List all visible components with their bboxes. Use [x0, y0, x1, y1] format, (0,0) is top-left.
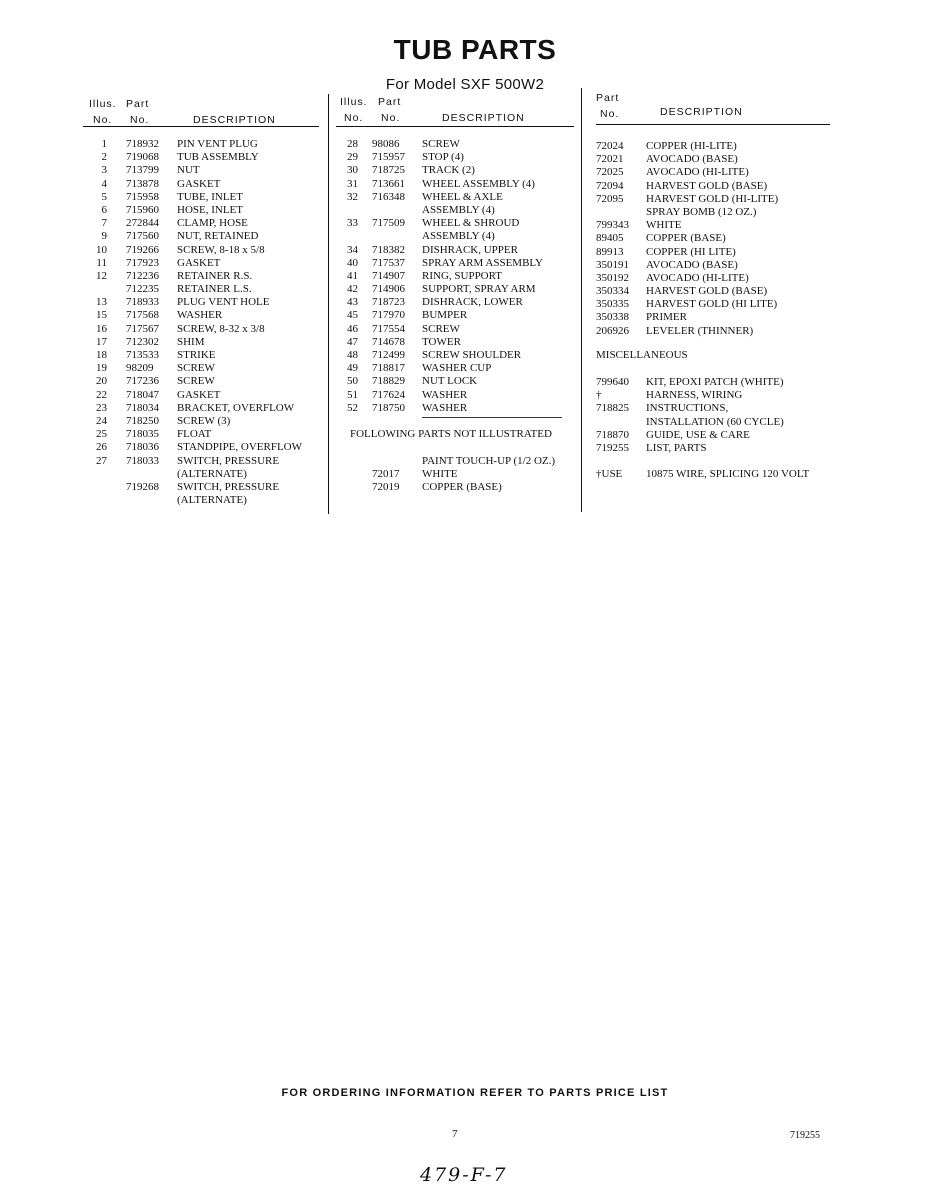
part-number: 350191 — [596, 258, 629, 271]
part-description: SCREW (3) — [177, 414, 231, 427]
illus-number: 30 — [347, 164, 358, 177]
table-row — [336, 362, 574, 375]
part-number: 350334 — [596, 285, 629, 298]
table-row — [596, 402, 830, 415]
part-description: HARVEST GOLD (HI LITE) — [646, 298, 778, 311]
illus-number: 11 — [96, 256, 107, 269]
part-description: KIT, EPOXI PATCH (WHITE) — [646, 376, 784, 388]
part-number: 715957 — [372, 151, 405, 164]
table-row — [596, 285, 830, 298]
table-row — [336, 178, 574, 191]
part-description: CLAMP, HOSE — [177, 217, 248, 230]
part-number: 717923 — [126, 256, 159, 269]
part-description: SPRAY ARM ASSEMBLY — [422, 256, 543, 269]
no-header: No. — [600, 108, 620, 120]
part-number: 714907 — [372, 269, 405, 282]
illus-number: 10 — [96, 243, 107, 256]
table-row — [83, 244, 319, 257]
part-description: GASKET — [177, 256, 221, 269]
part-description: HARVEST GOLD (BASE) — [646, 179, 768, 192]
table-row — [336, 230, 574, 243]
table-row — [83, 270, 319, 283]
table-row — [596, 259, 830, 272]
ordering-footer: FOR ORDERING INFORMATION REFER TO PARTS PRICE LIST — [281, 1087, 669, 1099]
part-number: 718933 — [126, 296, 159, 309]
part-number: 718870 — [596, 428, 629, 441]
part-description: (ALTERNATE) — [177, 494, 247, 507]
page-title: TUB PARTS — [393, 34, 557, 65]
table-row — [83, 415, 319, 428]
part-number: 718723 — [372, 296, 405, 309]
table-row — [83, 283, 319, 296]
part-number: 717537 — [372, 256, 405, 269]
part-number: 718034 — [126, 401, 159, 414]
illus-number: 7 — [101, 217, 107, 230]
part-description: AVOCADO (BASE) — [646, 153, 738, 166]
illus-number: 1 — [101, 138, 107, 150]
table-row — [336, 204, 574, 217]
part-description: DISHRACK, LOWER — [422, 296, 523, 309]
part-description: AVOCADO (BASE) — [646, 258, 738, 271]
table-row — [596, 272, 830, 285]
section-separator — [422, 417, 562, 418]
illus-number: 3 — [101, 164, 107, 177]
part-description: LEVELER (THINNER) — [646, 324, 754, 337]
use-note-description: 10875 WIRE, SPLICING 120 VOLT — [646, 468, 810, 480]
part-number: 718382 — [372, 243, 405, 256]
table-row — [596, 206, 830, 219]
column-3-rows — [596, 140, 830, 338]
description-header: DESCRIPTION — [442, 112, 525, 124]
part-number: 717236 — [126, 375, 159, 388]
table-row — [83, 257, 319, 270]
part-number: 712302 — [126, 335, 159, 348]
part-description: PRIMER — [646, 311, 687, 324]
part-number: 350335 — [596, 298, 629, 311]
part-description: RETAINER R.S. — [177, 269, 253, 282]
part-number: 98086 — [372, 138, 400, 150]
part-number: 89913 — [596, 245, 624, 258]
illus-number: 27 — [96, 454, 107, 467]
table-row — [596, 246, 830, 259]
table-row — [336, 270, 574, 283]
column-divider — [328, 94, 329, 514]
part-description: (ALTERNATE) — [177, 467, 247, 480]
table-row — [83, 204, 319, 217]
part-number: 717624 — [372, 388, 405, 401]
table-row — [336, 389, 574, 402]
part-description: SCREW — [177, 375, 215, 388]
illus-number: 13 — [96, 296, 107, 309]
part-description: HARNESS, WIRING — [646, 389, 743, 402]
no-header: No. — [344, 112, 364, 124]
table-row — [596, 442, 830, 455]
part-description: ASSEMBLY (4) — [422, 203, 495, 216]
table-row — [336, 349, 574, 362]
part-number: 72021 — [596, 153, 624, 166]
part-description: TUBE, INLET — [177, 190, 243, 203]
table-row — [83, 230, 319, 243]
part-description: SCREW — [422, 322, 460, 335]
part-number: 718250 — [126, 414, 159, 427]
table-row — [596, 193, 830, 206]
illus-number: 46 — [347, 322, 358, 335]
table-row — [596, 311, 830, 324]
miscellaneous-heading: MISCELLANEOUS — [596, 349, 688, 361]
header-rule — [596, 124, 830, 125]
table-row — [83, 296, 319, 309]
table-row — [83, 455, 319, 468]
part-number: 799640 — [596, 376, 629, 388]
column-3-header — [596, 90, 830, 126]
part-description: SCREW, 8-18 x 5/8 — [177, 243, 265, 256]
part-number: 350192 — [596, 271, 629, 284]
part-description: RETAINER L.S. — [177, 283, 252, 296]
part-description: PIN VENT PLUG — [177, 138, 258, 150]
part-number: 718036 — [126, 441, 159, 454]
part-description: RING, SUPPORT — [422, 269, 503, 282]
part-description: FLOAT — [177, 428, 212, 441]
part-number: 712236 — [126, 269, 159, 282]
table-row — [596, 298, 830, 311]
part-description: NUT LOCK — [422, 375, 478, 388]
part-number: 72019 — [372, 481, 400, 494]
illus-number: 19 — [96, 362, 107, 375]
part-number: 72025 — [596, 166, 624, 179]
column-1-header — [83, 92, 319, 128]
document-number: 719255 — [790, 1130, 820, 1141]
part-number: 89405 — [596, 232, 624, 245]
table-row — [336, 336, 574, 349]
part-number: 718035 — [126, 428, 159, 441]
part-description: INSTRUCTIONS, — [646, 402, 729, 415]
part-number: 717560 — [126, 230, 159, 243]
part-number: 716348 — [372, 190, 405, 203]
part-description: SCREW, 8-32 x 3/8 — [177, 322, 265, 335]
parts-column-2 — [336, 92, 574, 494]
illus-number: 49 — [347, 362, 358, 375]
table-row — [596, 416, 830, 429]
part-number: 712235 — [126, 283, 159, 296]
part-description: HARVEST GOLD (HI-LITE) — [646, 192, 779, 205]
table-row — [336, 323, 574, 336]
part-number: 206926 — [596, 324, 629, 337]
table-row — [83, 309, 319, 322]
part-description: WASHER — [422, 401, 468, 414]
use-note-part: †USE — [596, 468, 623, 480]
part-description: LIST, PARTS — [646, 441, 707, 454]
table-row — [596, 153, 830, 166]
part-description: STANDPIPE, OVERFLOW — [177, 441, 303, 454]
no-header: No. — [130, 114, 150, 126]
table-row — [336, 402, 574, 415]
illus-number: 23 — [96, 401, 107, 414]
part-description: WASHER CUP — [422, 362, 492, 375]
table-row — [336, 257, 574, 270]
part-number: 72017 — [372, 468, 400, 480]
part-number: 715958 — [126, 190, 159, 203]
part-description: SHIM — [177, 335, 205, 348]
part-description: GUIDE, USE & CARE — [646, 428, 750, 441]
illus-number: 50 — [347, 375, 358, 388]
use-note — [596, 468, 830, 481]
not-illustrated-notice: FOLLOWING PARTS NOT ILLUSTRATED — [350, 428, 552, 440]
table-row — [336, 468, 574, 481]
part-header: Part — [596, 92, 620, 104]
part-description: STRIKE — [177, 349, 216, 361]
part-description: COPPER (BASE) — [646, 232, 726, 245]
model-subtitle: For Model SXF 500W2 — [385, 76, 545, 93]
part-number: 714678 — [372, 335, 405, 348]
table-row — [83, 164, 319, 177]
table-row — [336, 191, 574, 204]
illus-header: Illus. — [89, 98, 117, 110]
illus-number: 33 — [347, 217, 358, 230]
part-description: AVOCADO (HI-LITE) — [646, 271, 749, 284]
part-description: WHEEL & AXLE — [422, 190, 503, 203]
part-description: SWITCH, PRESSURE — [177, 480, 280, 493]
table-row — [83, 217, 319, 230]
part-header: Part — [378, 96, 402, 108]
illus-number: 12 — [96, 269, 107, 282]
part-number: 713799 — [126, 164, 159, 177]
table-row — [336, 375, 574, 388]
part-description: WASHER — [177, 309, 223, 322]
part-description: WHITE — [422, 468, 458, 480]
table-row — [336, 481, 574, 494]
part-description: DISHRACK, UPPER — [422, 243, 518, 256]
no-header: No. — [93, 114, 113, 126]
table-row — [596, 376, 830, 389]
table-row — [596, 325, 830, 338]
part-number: 272844 — [126, 217, 159, 230]
part-number: 72094 — [596, 179, 624, 192]
column-2-rows — [336, 138, 574, 415]
part-description: COPPER (HI LITE) — [646, 245, 736, 258]
table-row — [336, 309, 574, 322]
part-description: TRACK (2) — [422, 164, 475, 177]
part-description: HOSE, INLET — [177, 203, 243, 216]
table-row — [336, 296, 574, 309]
table-row — [83, 375, 319, 388]
part-number: 713533 — [126, 349, 159, 361]
part-number: 719255 — [596, 441, 629, 454]
part-number: 715960 — [126, 203, 159, 216]
table-row — [336, 151, 574, 164]
part-number: 718825 — [596, 402, 629, 415]
part-header: Part — [126, 98, 150, 110]
part-number: 799343 — [596, 219, 629, 232]
table-row — [83, 362, 319, 375]
part-description: SWITCH, PRESSURE — [177, 454, 280, 467]
table-row — [596, 232, 830, 245]
part-number: 72095 — [596, 192, 624, 205]
part-number: 713878 — [126, 177, 159, 190]
illus-number: 9 — [101, 230, 107, 243]
table-row — [83, 468, 319, 481]
part-description: INSTALLATION (60 CYCLE) — [646, 415, 784, 428]
column-1-rows — [83, 138, 319, 507]
miscellaneous-rows — [596, 376, 830, 455]
illus-number: 28 — [347, 138, 358, 150]
part-description: BUMPER — [422, 309, 468, 322]
header-rule — [336, 126, 574, 127]
part-number: 717567 — [126, 322, 159, 335]
part-number: 98209 — [126, 362, 154, 375]
part-description: NUT, RETAINED — [177, 230, 259, 243]
table-row — [336, 138, 574, 151]
illus-number: 25 — [96, 428, 107, 441]
table-row — [83, 323, 319, 336]
illus-number: 20 — [96, 375, 107, 388]
part-description: ASSEMBLY (4) — [422, 230, 495, 243]
table-row — [83, 389, 319, 402]
table-row — [83, 151, 319, 164]
table-row — [83, 428, 319, 441]
illus-number: 6 — [101, 203, 107, 216]
table-row — [83, 441, 319, 454]
part-number: 72024 — [596, 140, 624, 152]
part-number: 718817 — [372, 362, 405, 375]
table-row — [83, 191, 319, 204]
column-divider — [581, 88, 582, 512]
description-header: DESCRIPTION — [660, 106, 743, 118]
part-number: 718750 — [372, 401, 405, 414]
part-number: 717509 — [372, 217, 405, 230]
table-row — [596, 429, 830, 442]
table-row — [83, 138, 319, 151]
part-number: 712499 — [372, 349, 405, 361]
table-row — [83, 178, 319, 191]
illus-number: 22 — [96, 388, 107, 401]
part-description: WHITE — [646, 219, 682, 232]
column-2-header — [336, 92, 574, 128]
part-description: GASKET — [177, 177, 221, 190]
part-number: 717970 — [372, 309, 405, 322]
part-description: STOP (4) — [422, 151, 464, 164]
illus-number: 2 — [101, 151, 107, 164]
table-row — [596, 180, 830, 193]
parts-column-1 — [83, 92, 319, 507]
illus-number: 4 — [101, 177, 107, 190]
illus-number: 42 — [347, 283, 358, 296]
part-description: SCREW — [422, 138, 460, 150]
part-description: COPPER (BASE) — [422, 481, 502, 494]
description-header: DESCRIPTION — [193, 114, 276, 126]
part-number: 718725 — [372, 164, 405, 177]
part-number: 718932 — [126, 138, 159, 150]
part-description: PLUG VENT HOLE — [177, 296, 270, 309]
illus-number: 24 — [96, 414, 107, 427]
illus-number: 16 — [96, 322, 107, 335]
part-number: 714906 — [372, 283, 405, 296]
illus-number: 51 — [347, 388, 358, 401]
illus-number: 41 — [347, 269, 358, 282]
part-description: NUT — [177, 164, 200, 177]
part-number: 713661 — [372, 177, 405, 190]
illus-number: 15 — [96, 309, 107, 322]
illus-number: 17 — [96, 335, 107, 348]
part-description: COPPER (HI-LITE) — [646, 140, 737, 152]
table-row — [596, 219, 830, 232]
table-row — [596, 140, 830, 153]
illus-number: 40 — [347, 256, 358, 269]
parts-column-3 — [596, 90, 830, 480]
part-description: WHEEL & SHROUD — [422, 217, 520, 230]
no-header: No. — [381, 112, 401, 124]
table-row — [83, 402, 319, 415]
illus-number: 29 — [347, 151, 358, 164]
handwritten-note: 479-F-7 — [420, 1164, 508, 1186]
illus-number: 47 — [347, 335, 358, 348]
part-number: 719266 — [126, 243, 159, 256]
illus-number: 18 — [96, 349, 107, 361]
part-description: SCREW SHOULDER — [422, 349, 522, 361]
illus-number: 34 — [347, 243, 358, 256]
part-description: SUPPORT, SPRAY ARM — [422, 283, 536, 296]
part-number: 718033 — [126, 454, 159, 467]
illus-number: 31 — [347, 177, 358, 190]
part-number: 350338 — [596, 311, 629, 324]
part-number: 717554 — [372, 322, 405, 335]
illus-number: 32 — [347, 190, 358, 203]
part-number: 717568 — [126, 309, 159, 322]
part-number: † — [596, 389, 602, 402]
part-number: 718047 — [126, 388, 159, 401]
illus-number: 52 — [347, 401, 358, 414]
table-row — [83, 349, 319, 362]
part-description: BRACKET, OVERFLOW — [177, 401, 295, 414]
part-number: 719268 — [126, 480, 159, 493]
part-description: SPRAY BOMB (12 OZ.) — [646, 205, 757, 218]
illus-number: 26 — [96, 441, 107, 454]
part-description: WASHER — [422, 388, 468, 401]
table-row — [83, 494, 319, 507]
table-row — [336, 217, 574, 230]
table-row — [83, 336, 319, 349]
part-description: TUB ASSEMBLY — [177, 151, 259, 164]
part-description: GASKET — [177, 388, 221, 401]
part-number: 718829 — [372, 375, 405, 388]
table-row — [336, 164, 574, 177]
table-row — [336, 244, 574, 257]
paint-touch-up-heading: PAINT TOUCH-UP (1/2 OZ.) — [422, 455, 556, 467]
page-number: 7 — [452, 1128, 458, 1140]
illus-header: Illus. — [340, 96, 368, 108]
illus-number: 43 — [347, 296, 358, 309]
part-number: 719068 — [126, 151, 159, 164]
illus-number: 45 — [347, 309, 358, 322]
header-rule — [83, 126, 319, 127]
part-description: AVOCADO (HI-LITE) — [646, 166, 749, 179]
part-description: HARVEST GOLD (BASE) — [646, 285, 768, 298]
part-description: TOWER — [422, 335, 461, 348]
table-row — [596, 166, 830, 179]
part-description: SCREW — [177, 362, 215, 375]
table-row — [336, 283, 574, 296]
illus-number: 48 — [347, 349, 358, 361]
table-row — [83, 481, 319, 494]
illus-number: 5 — [101, 190, 107, 203]
part-description: WHEEL ASSEMBLY (4) — [422, 177, 535, 190]
table-row — [596, 389, 830, 402]
paint-touch-up-rows — [336, 468, 574, 494]
